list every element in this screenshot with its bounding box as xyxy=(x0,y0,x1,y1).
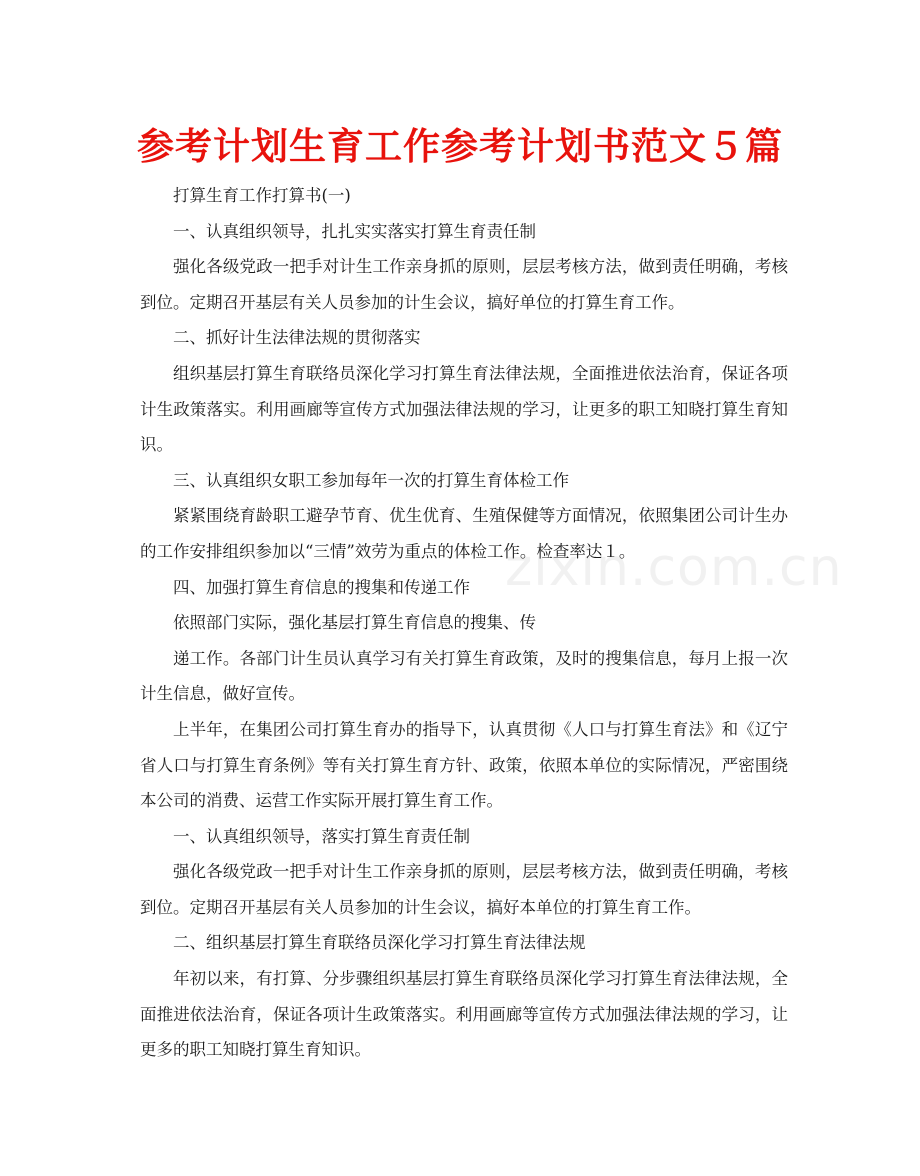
paragraph: 年初以来，有打算、分步骤组织基层打算生育联络员深化学习打算生育法律法规，全面推进依法治育，保证各项计生政策落实。利用画廊等宣传方式加强法律法规的学习，让更多的职工知晓打算生育知识。 xyxy=(140,969,788,1060)
paragraph: 组织基层打算生育联络员深化学习打算生育法律法规，全面推进依法治育，保证各项计生政策落实。利用画廊等宣传方式加强法律法规的学习，让更多的职工知晓打算生育知识。 xyxy=(140,363,788,455)
item-heading: 二、组织基层打算生育联络员深化学习打算生育法律法规 xyxy=(173,933,586,953)
paragraph: 递工作。各部门计生员认真学习有关打算生育政策，及时的搜集信息，每月上报一次计生信息，做好宣传。 xyxy=(140,648,788,704)
paragraph: 上半年，在集团公司打算生育办的指导下，认真贯彻《人口与打算生育法》和《辽宁省人口与打算生育条例》等有关打算生育方针、政策，依照本单位的实际情况，严密围绕本公司的消费、运营工作实际开展打算生育工作。 xyxy=(140,719,788,811)
section-heading: 打算生育工作打算书(一) xyxy=(173,186,351,205)
item-heading: 三、认真组织女职工参加每年一次的打算生育体检工作 xyxy=(173,470,569,490)
item-heading: 二、抓好计生法律法规的贯彻落实 xyxy=(173,328,421,348)
item-heading: 一、认真组织领导，扎扎实实落实打算生育责任制 xyxy=(173,221,536,241)
paragraph: 强化各级党政一把手对计生工作亲身抓的原则，层层考核方法，做到责任明确，考核到位。定期召开基层有关人员参加的计生会议，搞好单位的打算生育工作。 xyxy=(140,257,788,312)
item-heading: 一、认真组织领导，落实打算生育责任制 xyxy=(173,826,470,846)
watermark: zixin.com.cn xyxy=(505,538,843,598)
paragraph: 紧紧围绕育龄职工避孕节育、优生优育、生殖保健等方面情况，依照集团公司计生办的工作安排组织参加以“三情”效劳为重点的体检工作。检查率达１。 xyxy=(140,506,788,561)
paragraph: 依照部门实际，强化基层打算生育信息的搜集、传 xyxy=(173,613,536,633)
paragraph: 强化各级党政一把手对计生工作亲身抓的原则，层层考核方法，做到责任明确，考核到位。定期召开基层有关人员参加的计生会议，搞好本单位的打算生育工作。 xyxy=(140,862,788,917)
item-heading: 四、加强打算生育信息的搜集和传递工作 xyxy=(173,577,470,597)
document-title: 参考计划生育工作参考计划书范文５篇 xyxy=(137,125,783,168)
document-body xyxy=(140,178,788,1068)
